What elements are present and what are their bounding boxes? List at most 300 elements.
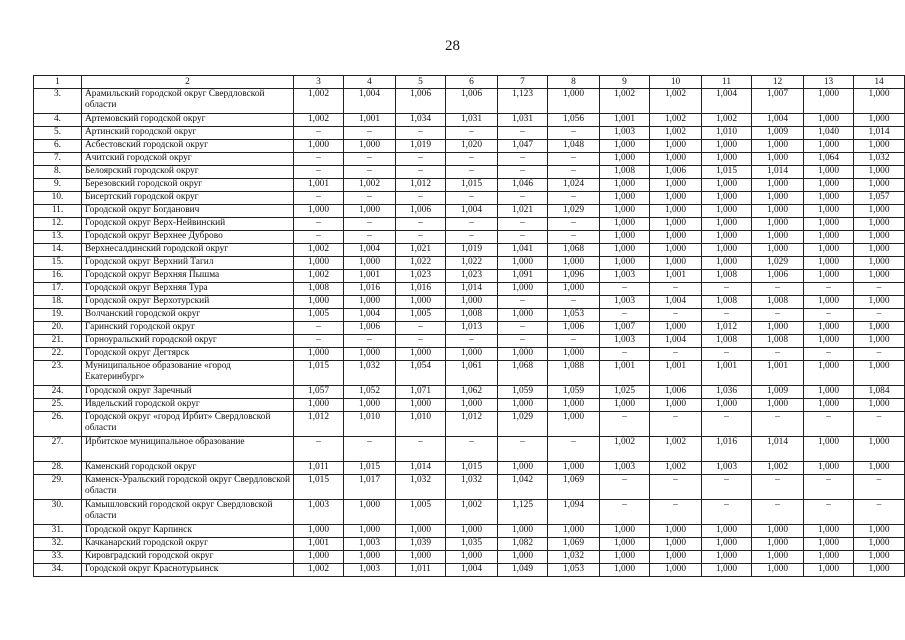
value-cell: 1,008 xyxy=(752,296,804,309)
value-cell: – xyxy=(702,475,752,500)
value-cell: 1,008 xyxy=(446,309,498,322)
value-cell: 1,001 xyxy=(600,114,650,127)
value-cell: 1,000 xyxy=(854,296,905,309)
value-cell: 1,014 xyxy=(752,166,804,179)
value-cell: – xyxy=(752,412,804,437)
value-cell: 1,004 xyxy=(344,89,396,114)
row-number: 3. xyxy=(34,89,82,114)
value-cell: – xyxy=(854,500,905,525)
municipality-name: Артинский городской округ xyxy=(82,127,294,140)
value-cell: – xyxy=(548,192,600,205)
value-cell: 1,013 xyxy=(446,322,498,335)
row-number: 29. xyxy=(34,475,82,500)
value-cell: 1,000 xyxy=(702,244,752,257)
value-cell: 1,094 xyxy=(548,500,600,525)
value-cell: 1,006 xyxy=(548,322,600,335)
value-cell: 1,000 xyxy=(650,399,702,412)
value-cell: 1,059 xyxy=(548,386,600,399)
table-row xyxy=(34,166,905,179)
municipality-name: Кировградский городской округ xyxy=(82,551,294,564)
header-cell: 8 xyxy=(548,76,600,89)
header-cell: 9 xyxy=(600,76,650,89)
value-cell: – xyxy=(396,335,446,348)
value-cell: – xyxy=(854,412,905,437)
value-cell: 1,000 xyxy=(294,140,344,153)
value-cell: 1,000 xyxy=(752,231,804,244)
value-cell: 1,000 xyxy=(752,538,804,551)
row-number: 30. xyxy=(34,500,82,525)
value-cell: 1,002 xyxy=(650,114,702,127)
value-cell: 1,000 xyxy=(446,525,498,538)
value-cell: 1,000 xyxy=(650,192,702,205)
value-cell: 1,000 xyxy=(804,462,854,475)
value-cell: 1,000 xyxy=(752,564,804,577)
value-cell: 1,000 xyxy=(804,166,854,179)
value-cell: 1,000 xyxy=(650,153,702,166)
value-cell: 1,049 xyxy=(498,564,548,577)
value-cell: – xyxy=(804,348,854,361)
value-cell: 1,029 xyxy=(548,205,600,218)
value-cell: – xyxy=(804,475,854,500)
value-cell: 1,035 xyxy=(446,538,498,551)
value-cell: – xyxy=(446,153,498,166)
value-cell: – xyxy=(396,231,446,244)
value-cell: 1,020 xyxy=(446,140,498,153)
value-cell: 1,000 xyxy=(498,399,548,412)
value-cell: 1,000 xyxy=(294,525,344,538)
page-number: 28 xyxy=(445,38,460,54)
value-cell: – xyxy=(294,437,344,462)
value-cell: 1,006 xyxy=(650,386,702,399)
value-cell: 1,059 xyxy=(498,386,548,399)
value-cell: 1,000 xyxy=(752,218,804,231)
header-cell: 14 xyxy=(854,76,905,89)
row-number: 11. xyxy=(34,205,82,218)
municipality-name: Городской округ Верхняя Тура xyxy=(82,283,294,296)
header-row xyxy=(34,76,905,89)
value-cell: – xyxy=(396,437,446,462)
value-cell: – xyxy=(446,231,498,244)
value-cell: 1,000 xyxy=(600,179,650,192)
value-cell: – xyxy=(294,127,344,140)
value-cell: 1,054 xyxy=(396,361,446,386)
value-cell: 1,010 xyxy=(344,412,396,437)
value-cell: 1,002 xyxy=(752,462,804,475)
table-row xyxy=(34,538,905,551)
value-cell: 1,000 xyxy=(650,525,702,538)
value-cell: – xyxy=(396,322,446,335)
table-row xyxy=(34,564,905,577)
coefficients-table xyxy=(33,75,905,577)
value-cell: 1,003 xyxy=(702,462,752,475)
value-cell: 1,031 xyxy=(446,114,498,127)
value-cell: 1,000 xyxy=(752,322,804,335)
municipality-name: Городской округ Заречный xyxy=(82,386,294,399)
value-cell: 1,000 xyxy=(650,218,702,231)
value-cell: – xyxy=(498,322,548,335)
value-cell: 1,000 xyxy=(396,525,446,538)
row-number: 21. xyxy=(34,335,82,348)
table-row xyxy=(34,231,905,244)
value-cell: 1,000 xyxy=(854,244,905,257)
value-cell: 1,019 xyxy=(446,244,498,257)
value-cell: 1,000 xyxy=(702,218,752,231)
value-cell: 1,006 xyxy=(752,270,804,283)
municipality-name: Ачитский городской округ xyxy=(82,153,294,166)
value-cell: 1,000 xyxy=(344,525,396,538)
value-cell: 1,000 xyxy=(600,244,650,257)
value-cell: 1,000 xyxy=(344,257,396,270)
value-cell: 1,023 xyxy=(396,270,446,283)
value-cell: 1,000 xyxy=(650,140,702,153)
row-number: 32. xyxy=(34,538,82,551)
value-cell: – xyxy=(446,335,498,348)
value-cell: 1,000 xyxy=(752,205,804,218)
value-cell: 1,004 xyxy=(446,564,498,577)
value-cell: 1,000 xyxy=(854,114,905,127)
value-cell: – xyxy=(548,437,600,462)
value-cell: 1,012 xyxy=(396,179,446,192)
row-number: 4. xyxy=(34,114,82,127)
value-cell: 1,042 xyxy=(498,475,548,500)
row-number: 33. xyxy=(34,551,82,564)
value-cell: – xyxy=(600,500,650,525)
value-cell: – xyxy=(702,500,752,525)
value-cell: 1,000 xyxy=(854,361,905,386)
value-cell: 1,000 xyxy=(702,525,752,538)
value-cell: 1,069 xyxy=(548,475,600,500)
row-number: 5. xyxy=(34,127,82,140)
value-cell: 1,000 xyxy=(548,257,600,270)
value-cell: 1,040 xyxy=(804,127,854,140)
table-row xyxy=(34,296,905,309)
table-row xyxy=(34,462,905,475)
value-cell: 1,000 xyxy=(752,244,804,257)
value-cell: 1,000 xyxy=(600,538,650,551)
municipality-name: Городской округ Верх-Нейвинский xyxy=(82,218,294,231)
value-cell: 1,000 xyxy=(498,348,548,361)
value-cell: 1,008 xyxy=(702,296,752,309)
value-cell: – xyxy=(498,437,548,462)
municipality-name: Городской округ Верхотурский xyxy=(82,296,294,309)
value-cell: 1,003 xyxy=(600,335,650,348)
value-cell: 1,000 xyxy=(804,538,854,551)
value-cell: 1,000 xyxy=(804,257,854,270)
value-cell: 1,001 xyxy=(344,114,396,127)
value-cell: 1,000 xyxy=(498,257,548,270)
value-cell: 1,021 xyxy=(498,205,548,218)
value-cell: – xyxy=(344,192,396,205)
table-row xyxy=(34,437,905,462)
value-cell: 1,048 xyxy=(548,140,600,153)
value-cell: 1,000 xyxy=(548,348,600,361)
value-cell: 1,011 xyxy=(396,564,446,577)
value-cell: – xyxy=(650,348,702,361)
value-cell: – xyxy=(854,309,905,322)
value-cell: 1,000 xyxy=(804,525,854,538)
row-number: 13. xyxy=(34,231,82,244)
value-cell: 1,001 xyxy=(294,179,344,192)
value-cell: 1,000 xyxy=(446,551,498,564)
value-cell: 1,010 xyxy=(702,127,752,140)
value-cell: 1,025 xyxy=(600,386,650,399)
value-cell: 1,009 xyxy=(752,127,804,140)
value-cell: – xyxy=(294,231,344,244)
value-cell: – xyxy=(548,296,600,309)
value-cell: 1,000 xyxy=(752,153,804,166)
value-cell: 1,002 xyxy=(294,564,344,577)
value-cell: 1,015 xyxy=(446,462,498,475)
table-row xyxy=(34,192,905,205)
value-cell: – xyxy=(752,283,804,296)
value-cell: – xyxy=(854,348,905,361)
value-cell: – xyxy=(396,127,446,140)
value-cell: 1,012 xyxy=(702,322,752,335)
value-cell: – xyxy=(752,500,804,525)
value-cell: 1,002 xyxy=(294,244,344,257)
header-cell: 3 xyxy=(294,76,344,89)
value-cell: 1,057 xyxy=(294,386,344,399)
value-cell: 1,016 xyxy=(344,283,396,296)
header-cell: 5 xyxy=(396,76,446,89)
value-cell: – xyxy=(498,335,548,348)
value-cell: 1,000 xyxy=(804,564,854,577)
value-cell: – xyxy=(294,153,344,166)
table-row xyxy=(34,179,905,192)
value-cell: – xyxy=(446,192,498,205)
value-cell: 1,006 xyxy=(396,89,446,114)
value-cell: – xyxy=(446,437,498,462)
value-cell: – xyxy=(294,218,344,231)
value-cell: 1,000 xyxy=(804,361,854,386)
municipality-name: Городской округ «город Ирбит» Свердловской области xyxy=(82,412,294,437)
value-cell: 1,016 xyxy=(396,283,446,296)
value-cell: 1,000 xyxy=(498,462,548,475)
value-cell: 1,001 xyxy=(294,538,344,551)
value-cell: 1,032 xyxy=(548,551,600,564)
table-row xyxy=(34,551,905,564)
value-cell: – xyxy=(498,153,548,166)
value-cell: 1,003 xyxy=(344,564,396,577)
value-cell: – xyxy=(804,283,854,296)
value-cell: 1,000 xyxy=(752,399,804,412)
value-cell: 1,000 xyxy=(294,257,344,270)
value-cell: 1,000 xyxy=(344,296,396,309)
value-cell: 1,000 xyxy=(650,244,702,257)
municipality-name: Асбестовский городской округ xyxy=(82,140,294,153)
value-cell: 1,000 xyxy=(804,399,854,412)
value-cell: 1,003 xyxy=(600,270,650,283)
value-cell: – xyxy=(294,322,344,335)
value-cell: 1,000 xyxy=(804,551,854,564)
value-cell: 1,000 xyxy=(344,551,396,564)
value-cell: – xyxy=(446,166,498,179)
municipality-name: Верхнесалдинский городской округ xyxy=(82,244,294,257)
value-cell: 1,000 xyxy=(804,89,854,114)
value-cell: – xyxy=(344,231,396,244)
municipality-name: Каменский городской округ xyxy=(82,462,294,475)
value-cell: 1,003 xyxy=(294,500,344,525)
value-cell: 1,000 xyxy=(600,192,650,205)
value-cell: 1,000 xyxy=(548,399,600,412)
value-cell: 1,006 xyxy=(344,322,396,335)
value-cell: 1,000 xyxy=(396,399,446,412)
municipality-name: Березовский городской округ xyxy=(82,179,294,192)
value-cell: 1,012 xyxy=(446,412,498,437)
value-cell: 1,006 xyxy=(396,205,446,218)
value-cell: 1,008 xyxy=(702,270,752,283)
table-row xyxy=(34,348,905,361)
value-cell: 1,000 xyxy=(804,114,854,127)
value-cell: – xyxy=(396,218,446,231)
value-cell: 1,000 xyxy=(854,462,905,475)
value-cell: 1,000 xyxy=(702,257,752,270)
value-cell: 1,064 xyxy=(804,153,854,166)
value-cell: 1,052 xyxy=(344,386,396,399)
value-cell: 1,000 xyxy=(600,218,650,231)
value-cell: 1,000 xyxy=(650,551,702,564)
value-cell: 1,000 xyxy=(702,399,752,412)
value-cell: 1,000 xyxy=(498,283,548,296)
value-cell: 1,000 xyxy=(854,140,905,153)
value-cell: 1,000 xyxy=(600,399,650,412)
value-cell: 1,004 xyxy=(446,205,498,218)
value-cell: 1,001 xyxy=(752,361,804,386)
value-cell: 1,009 xyxy=(752,386,804,399)
value-cell: 1,000 xyxy=(446,348,498,361)
table-row xyxy=(34,475,905,500)
value-cell: 1,000 xyxy=(702,231,752,244)
value-cell: 1,004 xyxy=(752,114,804,127)
value-cell: 1,021 xyxy=(396,244,446,257)
row-number: 12. xyxy=(34,218,82,231)
value-cell: 1,000 xyxy=(600,205,650,218)
value-cell: 1,053 xyxy=(548,564,600,577)
value-cell: 1,000 xyxy=(344,348,396,361)
value-cell: – xyxy=(344,218,396,231)
value-cell: 1,000 xyxy=(854,89,905,114)
value-cell: 1,002 xyxy=(446,500,498,525)
municipality-name: Каменск-Уральский городской округ Свердловской области xyxy=(82,475,294,500)
value-cell: 1,005 xyxy=(294,309,344,322)
value-cell: 1,002 xyxy=(702,114,752,127)
table-row xyxy=(34,140,905,153)
value-cell: – xyxy=(396,192,446,205)
value-cell: 1,061 xyxy=(446,361,498,386)
row-number: 16. xyxy=(34,270,82,283)
value-cell: 1,002 xyxy=(650,89,702,114)
value-cell: – xyxy=(600,283,650,296)
value-cell: 1,000 xyxy=(702,153,752,166)
value-cell: – xyxy=(548,166,600,179)
value-cell: – xyxy=(854,283,905,296)
value-cell: 1,084 xyxy=(854,386,905,399)
value-cell: 1,002 xyxy=(650,462,702,475)
value-cell: 1,029 xyxy=(498,412,548,437)
value-cell: 1,001 xyxy=(650,270,702,283)
value-cell: – xyxy=(804,309,854,322)
table-row xyxy=(34,399,905,412)
value-cell: 1,000 xyxy=(650,257,702,270)
table-row xyxy=(34,244,905,257)
value-cell: 1,000 xyxy=(854,525,905,538)
header-cell: 1 xyxy=(34,76,82,89)
value-cell: – xyxy=(650,412,702,437)
value-cell: 1,000 xyxy=(854,231,905,244)
row-number: 26. xyxy=(34,412,82,437)
value-cell: 1,000 xyxy=(752,179,804,192)
value-cell: 1,000 xyxy=(498,551,548,564)
header-cell: 7 xyxy=(498,76,548,89)
value-cell: 1,000 xyxy=(650,179,702,192)
value-cell: 1,000 xyxy=(804,386,854,399)
value-cell: – xyxy=(600,309,650,322)
value-cell: 1,000 xyxy=(498,525,548,538)
value-cell: 1,068 xyxy=(548,244,600,257)
value-cell: 1,000 xyxy=(600,257,650,270)
municipality-name: Ирбитское муниципальное образование xyxy=(82,437,294,462)
value-cell: 1,012 xyxy=(294,412,344,437)
row-number: 23. xyxy=(34,361,82,386)
value-cell: 1,015 xyxy=(294,361,344,386)
table-row xyxy=(34,361,905,386)
value-cell: 1,000 xyxy=(804,140,854,153)
value-cell: – xyxy=(702,348,752,361)
value-cell: – xyxy=(344,127,396,140)
value-cell: – xyxy=(344,335,396,348)
municipality-name: Городской округ Верхний Тагил xyxy=(82,257,294,270)
value-cell: 1,015 xyxy=(446,179,498,192)
table-row xyxy=(34,89,905,114)
value-cell: – xyxy=(498,127,548,140)
value-cell: – xyxy=(344,437,396,462)
value-cell: 1,017 xyxy=(344,475,396,500)
table-row xyxy=(34,335,905,348)
value-cell: – xyxy=(650,475,702,500)
value-cell: – xyxy=(804,412,854,437)
value-cell: 1,000 xyxy=(294,296,344,309)
value-cell: – xyxy=(752,348,804,361)
value-cell: 1,014 xyxy=(854,127,905,140)
row-number: 25. xyxy=(34,399,82,412)
value-cell: 1,000 xyxy=(548,525,600,538)
value-cell: 1,007 xyxy=(600,322,650,335)
value-cell: 1,005 xyxy=(396,500,446,525)
value-cell: 1,000 xyxy=(600,525,650,538)
row-number: 9. xyxy=(34,179,82,192)
value-cell: 1,000 xyxy=(396,551,446,564)
municipality-name: Городской округ Краснотурьинск xyxy=(82,564,294,577)
value-cell: 1,004 xyxy=(650,296,702,309)
table-row xyxy=(34,127,905,140)
value-cell: 1,002 xyxy=(600,89,650,114)
value-cell: 1,004 xyxy=(344,244,396,257)
value-cell: 1,091 xyxy=(498,270,548,283)
value-cell: 1,015 xyxy=(344,462,396,475)
value-cell: 1,000 xyxy=(804,179,854,192)
row-number: 8. xyxy=(34,166,82,179)
row-number: 14. xyxy=(34,244,82,257)
value-cell: 1,000 xyxy=(498,309,548,322)
value-cell: 1,047 xyxy=(498,140,548,153)
value-cell: – xyxy=(600,348,650,361)
value-cell: 1,000 xyxy=(804,192,854,205)
table-row xyxy=(34,114,905,127)
value-cell: 1,000 xyxy=(702,551,752,564)
value-cell: 1,000 xyxy=(294,399,344,412)
value-cell: 1,000 xyxy=(396,348,446,361)
value-cell: 1,003 xyxy=(600,127,650,140)
